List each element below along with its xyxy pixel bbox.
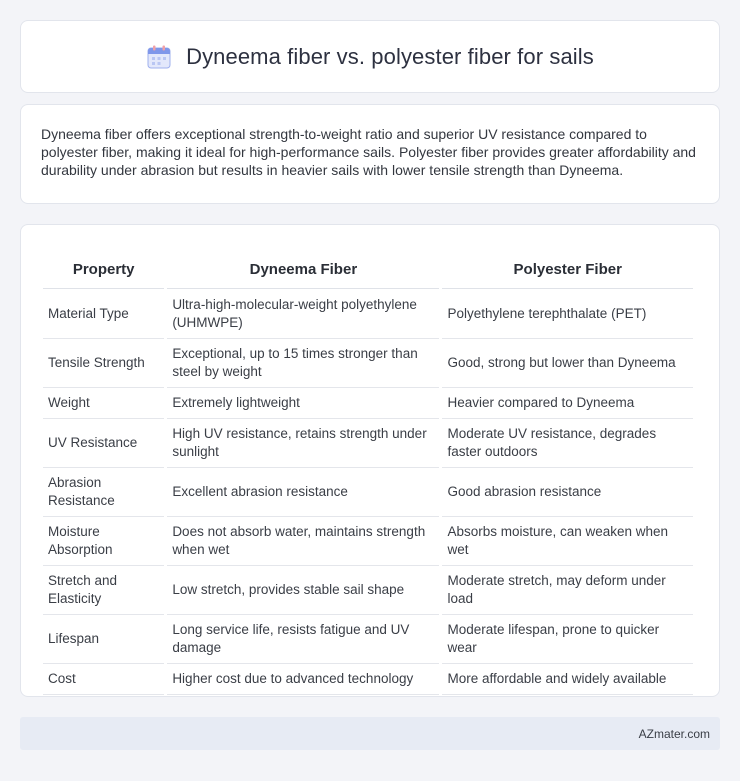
page-title: Dyneema fiber vs. polyester fiber for sails: [186, 43, 594, 69]
table-row: [43, 468, 693, 517]
cell-property: Moisture Absorption: [43, 517, 164, 566]
cell-property: Material Type: [43, 289, 164, 339]
cell-property: Weight: [43, 388, 164, 419]
summary-text: Dyneema fiber offers exceptional strength-to-weight ratio and superior UV resistance compared to polyester fiber, making it ideal for high-performance sails. Polyester fiber provides greater affordability and durability under abrasion but results in heavier sails with lower tensile strength than Dyneema.: [41, 126, 696, 178]
comparison-table: [40, 245, 696, 695]
table-header-row: [43, 245, 693, 289]
table-row: [43, 339, 693, 388]
cell-polyester: Polyethylene terephthalate (PET): [442, 289, 693, 339]
cell-dyneema: Excellent abrasion resistance: [167, 468, 439, 517]
cell-property: Cost: [43, 664, 164, 695]
header-polyester: Polyester Fiber: [442, 245, 693, 289]
cell-dyneema: Ultra-high-molecular-weight polyethylene (UHMWPE): [167, 289, 439, 339]
cell-property: Tensile Strength: [43, 339, 164, 388]
calendar-icon: [146, 44, 172, 70]
table-row: [43, 566, 693, 615]
cell-dyneema: Long service life, resists fatigue and UV damage: [167, 615, 439, 664]
source-credit: AZmater.com: [638, 726, 710, 741]
cell-dyneema: Low stretch, provides stable sail shape: [167, 566, 439, 615]
cell-polyester: Good, strong but lower than Dyneema: [442, 339, 693, 388]
cell-polyester: Moderate lifespan, prone to quicker wear: [442, 615, 693, 664]
cell-dyneema: Does not absorb water, maintains strength when wet: [167, 517, 439, 566]
table-row: [43, 517, 693, 566]
cell-dyneema: Extremely lightweight: [167, 388, 439, 419]
comparison-card: [20, 224, 720, 697]
cell-polyester: Absorbs moisture, can weaken when wet: [442, 517, 693, 566]
header-property: Property: [43, 245, 164, 289]
summary-card: [20, 104, 720, 204]
footer-bar: [20, 717, 720, 750]
cell-property: Lifespan: [43, 615, 164, 664]
cell-dyneema: Higher cost due to advanced technology: [167, 664, 439, 695]
cell-property: Abrasion Resistance: [43, 468, 164, 517]
table-row: [43, 664, 693, 695]
cell-dyneema: High UV resistance, retains strength under sunlight: [167, 419, 439, 468]
title-group: [146, 44, 594, 70]
table-row: [43, 388, 693, 419]
cell-polyester: Moderate stretch, may deform under load: [442, 566, 693, 615]
cell-property: UV Resistance: [43, 419, 164, 468]
cell-polyester: Good abrasion resistance: [442, 468, 693, 517]
cell-polyester: Heavier compared to Dyneema: [442, 388, 693, 419]
cell-dyneema: Exceptional, up to 15 times stronger than steel by weight: [167, 339, 439, 388]
cell-property: Stretch and Elasticity: [43, 566, 164, 615]
table-row: [43, 615, 693, 664]
table-row: [43, 419, 693, 468]
cell-polyester: Moderate UV resistance, degrades faster outdoors: [442, 419, 693, 468]
header-dyneema: Dyneema Fiber: [167, 245, 439, 289]
cell-polyester: More affordable and widely available: [442, 664, 693, 695]
table-row: [43, 289, 693, 339]
title-card: [20, 20, 720, 93]
